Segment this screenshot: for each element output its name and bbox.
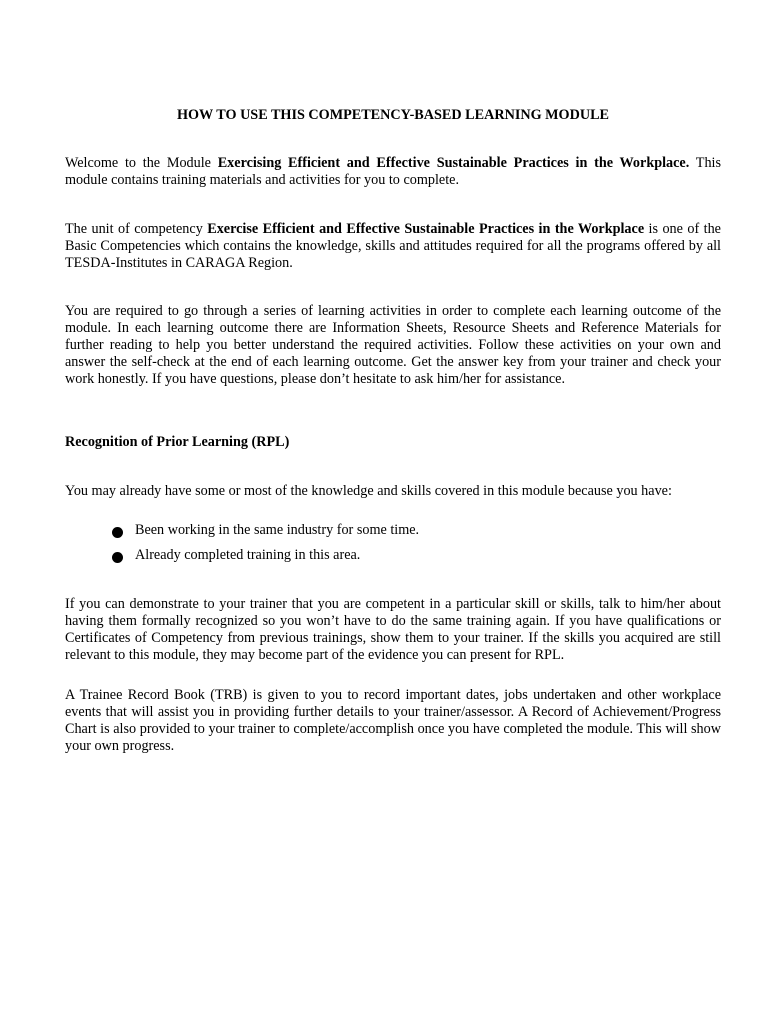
rpl-heading: Recognition of Prior Learning (RPL) (65, 434, 290, 450)
list-item (65, 547, 721, 572)
welcome-rest: This module contains training materials and activities for you to complete. (65, 155, 721, 188)
welcome-lead: Welcome to the Module (65, 155, 218, 171)
bullet-text: Been working in the same industry for some time. (135, 522, 420, 538)
bullet-text: Already completed training in this area. (135, 547, 361, 563)
list-item (65, 522, 721, 547)
rpl-intro-paragraph: You may already have some or most of the knowledge and skills covered in this module because you have: (65, 483, 672, 499)
rpl-demonstrate-paragraph: If you can demonstrate to your trainer that you are competent in a particular skill or skills, talk to him/her about having them formally recognized so you won’t have to do the same training again. If you have qualifications or Certificates of Competency from previous trainings, show them to your trainer. If the skills you acquired are still relevant to this module, they may become part of the evidence you can present for RPL. (65, 596, 721, 663)
rpl-bullet-list (65, 522, 721, 572)
unit-paragraph (65, 221, 721, 272)
bullet-icon (112, 527, 123, 538)
module-name: Exercising Efficient and Effective Sustainable Practices in the Workplace. (217, 155, 690, 171)
unit-rest: is one of the Basic Competencies which contains the knowledge, skills and attitudes required for all the programs offered by all TESDA-Institutes in CARAGA Region. (65, 221, 721, 271)
unit-name: Exercise Efficient and Effective Sustainable Practices in the Workplace (207, 221, 645, 237)
welcome-paragraph (65, 155, 721, 189)
page-title: HOW TO USE THIS COMPETENCY-BASED LEARNING MODULE (176, 107, 610, 123)
bullet-icon (112, 552, 123, 563)
trb-paragraph: A Trainee Record Book (TRB) is given to you to record important dates, jobs undertaken and other workplace events that will assist you in providing further details to your trainer/assessor. A Record of Achievement/Progress Chart is also provided to your trainer to complete/accomplish once you have completed the module. This will show your own progress. (65, 687, 721, 754)
instructions-paragraph: You are required to go through a series of learning activities in order to complete each learning outcome of the module. In each learning outcome there are Information Sheets, Resource Sheets and Reference Materials for further reading to help you better understand the required activities. Follow these activities on your own and answer the self-check at the end of each learning outcome. Get the answer key from your trainer and check your work honestly. If you have questions, please don’t hesitate to ask him/her for assistance. (65, 303, 721, 387)
unit-lead: The unit of competency (65, 221, 208, 237)
